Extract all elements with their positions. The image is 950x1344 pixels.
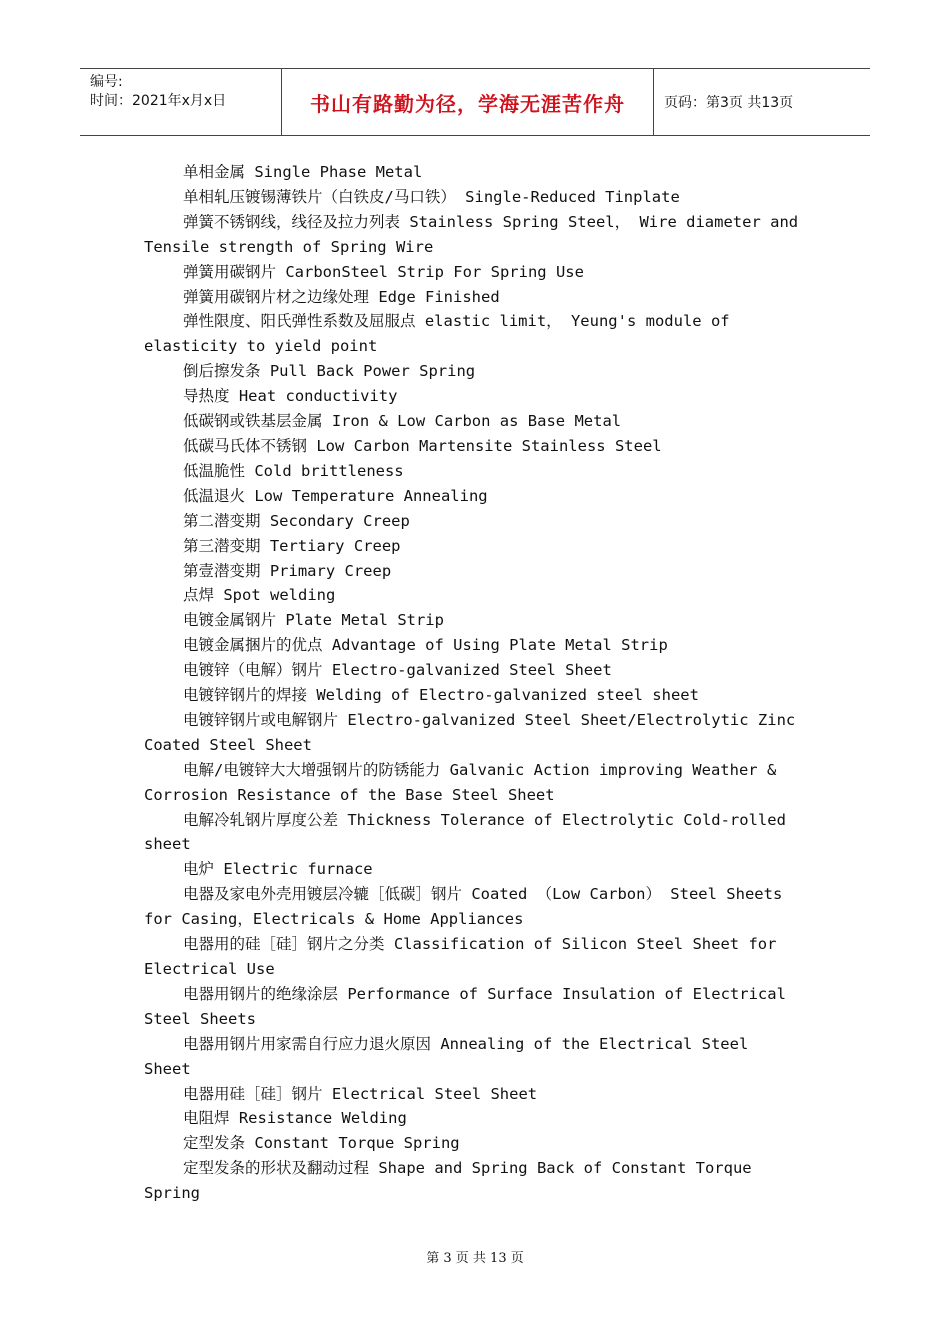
glossary-entry: 弹簧不锈钢线，线径及拉力列表 Stainless Spring Steel， Wire diameter and Tensile strength of Spring Wire (144, 212, 799, 256)
header-meta (80, 69, 282, 135)
number-label: 编号: (90, 74, 123, 90)
glossary-entry: 第二潜变期 Secondary Creep (183, 511, 410, 530)
glossary-entry: 低碳钢或铁基层金属 Iron & Low Carbon as Base Metal (183, 412, 622, 431)
page-footer: 第 3 页 共 13 页 (426, 1251, 524, 1266)
page-header (80, 68, 870, 136)
glossary-entry: 低碳马氏体不锈钢 Low Carbon Martensite Stainless Steel (183, 436, 662, 455)
glossary-entry: 电镀金属钢片 Plate Metal Strip (183, 611, 444, 630)
glossary-entry: 倒后擦发条 Pull Back Power Spring (183, 362, 476, 381)
glossary-entry: 电镀锌钢片或电解钢片 Electro-galvanized Steel Sheet/Electrolytic Zinc Coated Steel Sheet (144, 710, 796, 754)
glossary-entry: 定型发条 Constant Torque Spring (183, 1134, 460, 1153)
glossary-entry: 电解冷轧钢片厚度公差 Thickness Tolerance of Electrolytic Cold-rolled sheet (144, 810, 786, 854)
glossary-entry: 低温脆性 Cold brittleness (183, 461, 404, 480)
glossary-entry: 电镀锌（电解）钢片 Electro-galvanized Steel Sheet (183, 661, 612, 680)
header-page-number: 页码：第3页 共13页 (664, 95, 794, 111)
glossary-entry: 单相金属 Single Phase Metal (183, 163, 423, 181)
glossary-entry: 电器用的硅［硅］钢片之分类 Classification of Silicon Steel Sheet for Electrical Use (144, 935, 777, 978)
date-label: 时间：2021年x月x日 (90, 93, 227, 109)
glossary-entry: 电器用钢片的绝缘涂层 Performance of Surface Insulation of Electrical Steel Sheets (144, 984, 786, 1028)
glossary-entry: 第壹潜变期 Primary Creep (183, 561, 392, 580)
glossary-entry: 低温退火 Low Temperature Annealing (183, 486, 488, 505)
glossary-entry: 导热度 Heat conductivity (183, 387, 398, 406)
glossary-entry: 电镀锌钢片的焊接 Welding of Electro-galvanized steel sheet (183, 686, 699, 705)
glossary-entry: 单相轧压镀锡薄铁片（白铁皮/马口铁） Single-Reduced Tinplate (183, 187, 680, 206)
glossary-body (144, 160, 804, 1206)
header-motto: 书山有路勤为径，学海无涯苦作舟 (282, 69, 654, 135)
glossary-entry: 电器及家电外壳用镀层冷辘［低碳］钢片 Coated （Low Carbon） Steel Sheets for Casing，Electricals & Home Appliances (144, 885, 783, 929)
glossary-entry: 定型发条的形状及翻动过程 Shape and Spring Back of Constant Torque Spring (144, 1159, 752, 1203)
glossary-entry: 电器用钢片用家需自行应力退火原因 Annealing of the Electrical Steel Sheet (144, 1034, 749, 1078)
glossary-entry: 弹簧用碳钢片 CarbonSteel Strip For Spring Use (183, 262, 584, 281)
glossary-entry: 电阻焊 Resistance Welding (183, 1109, 407, 1128)
glossary-entry: 弹簧用碳钢片材之边缘处理 Edge Finished (183, 287, 500, 306)
glossary-entry: 电器用硅［硅］钢片 Electrical Steel Sheet (183, 1084, 538, 1103)
glossary-entry: 电镀金属捆片的优点 Advantage of Using Plate Metal Strip (183, 636, 668, 655)
glossary-entry: 电解/电镀锌大大增强钢片的防锈能力 Galvanic Action improving Weather & Corrosion Resistance of the Base Steel Sheet (144, 760, 777, 804)
glossary-entry: 电炉 Electric furnace (183, 860, 373, 879)
glossary-entry: 点焊 Spot welding (183, 586, 336, 605)
glossary-entry: 弹性限度、阳氏弹性系数及屈服点 elastic limit， Yeung's module of elasticity to yield point (144, 312, 730, 356)
glossary-entry: 第三潜变期 Tertiary Creep (183, 536, 401, 555)
